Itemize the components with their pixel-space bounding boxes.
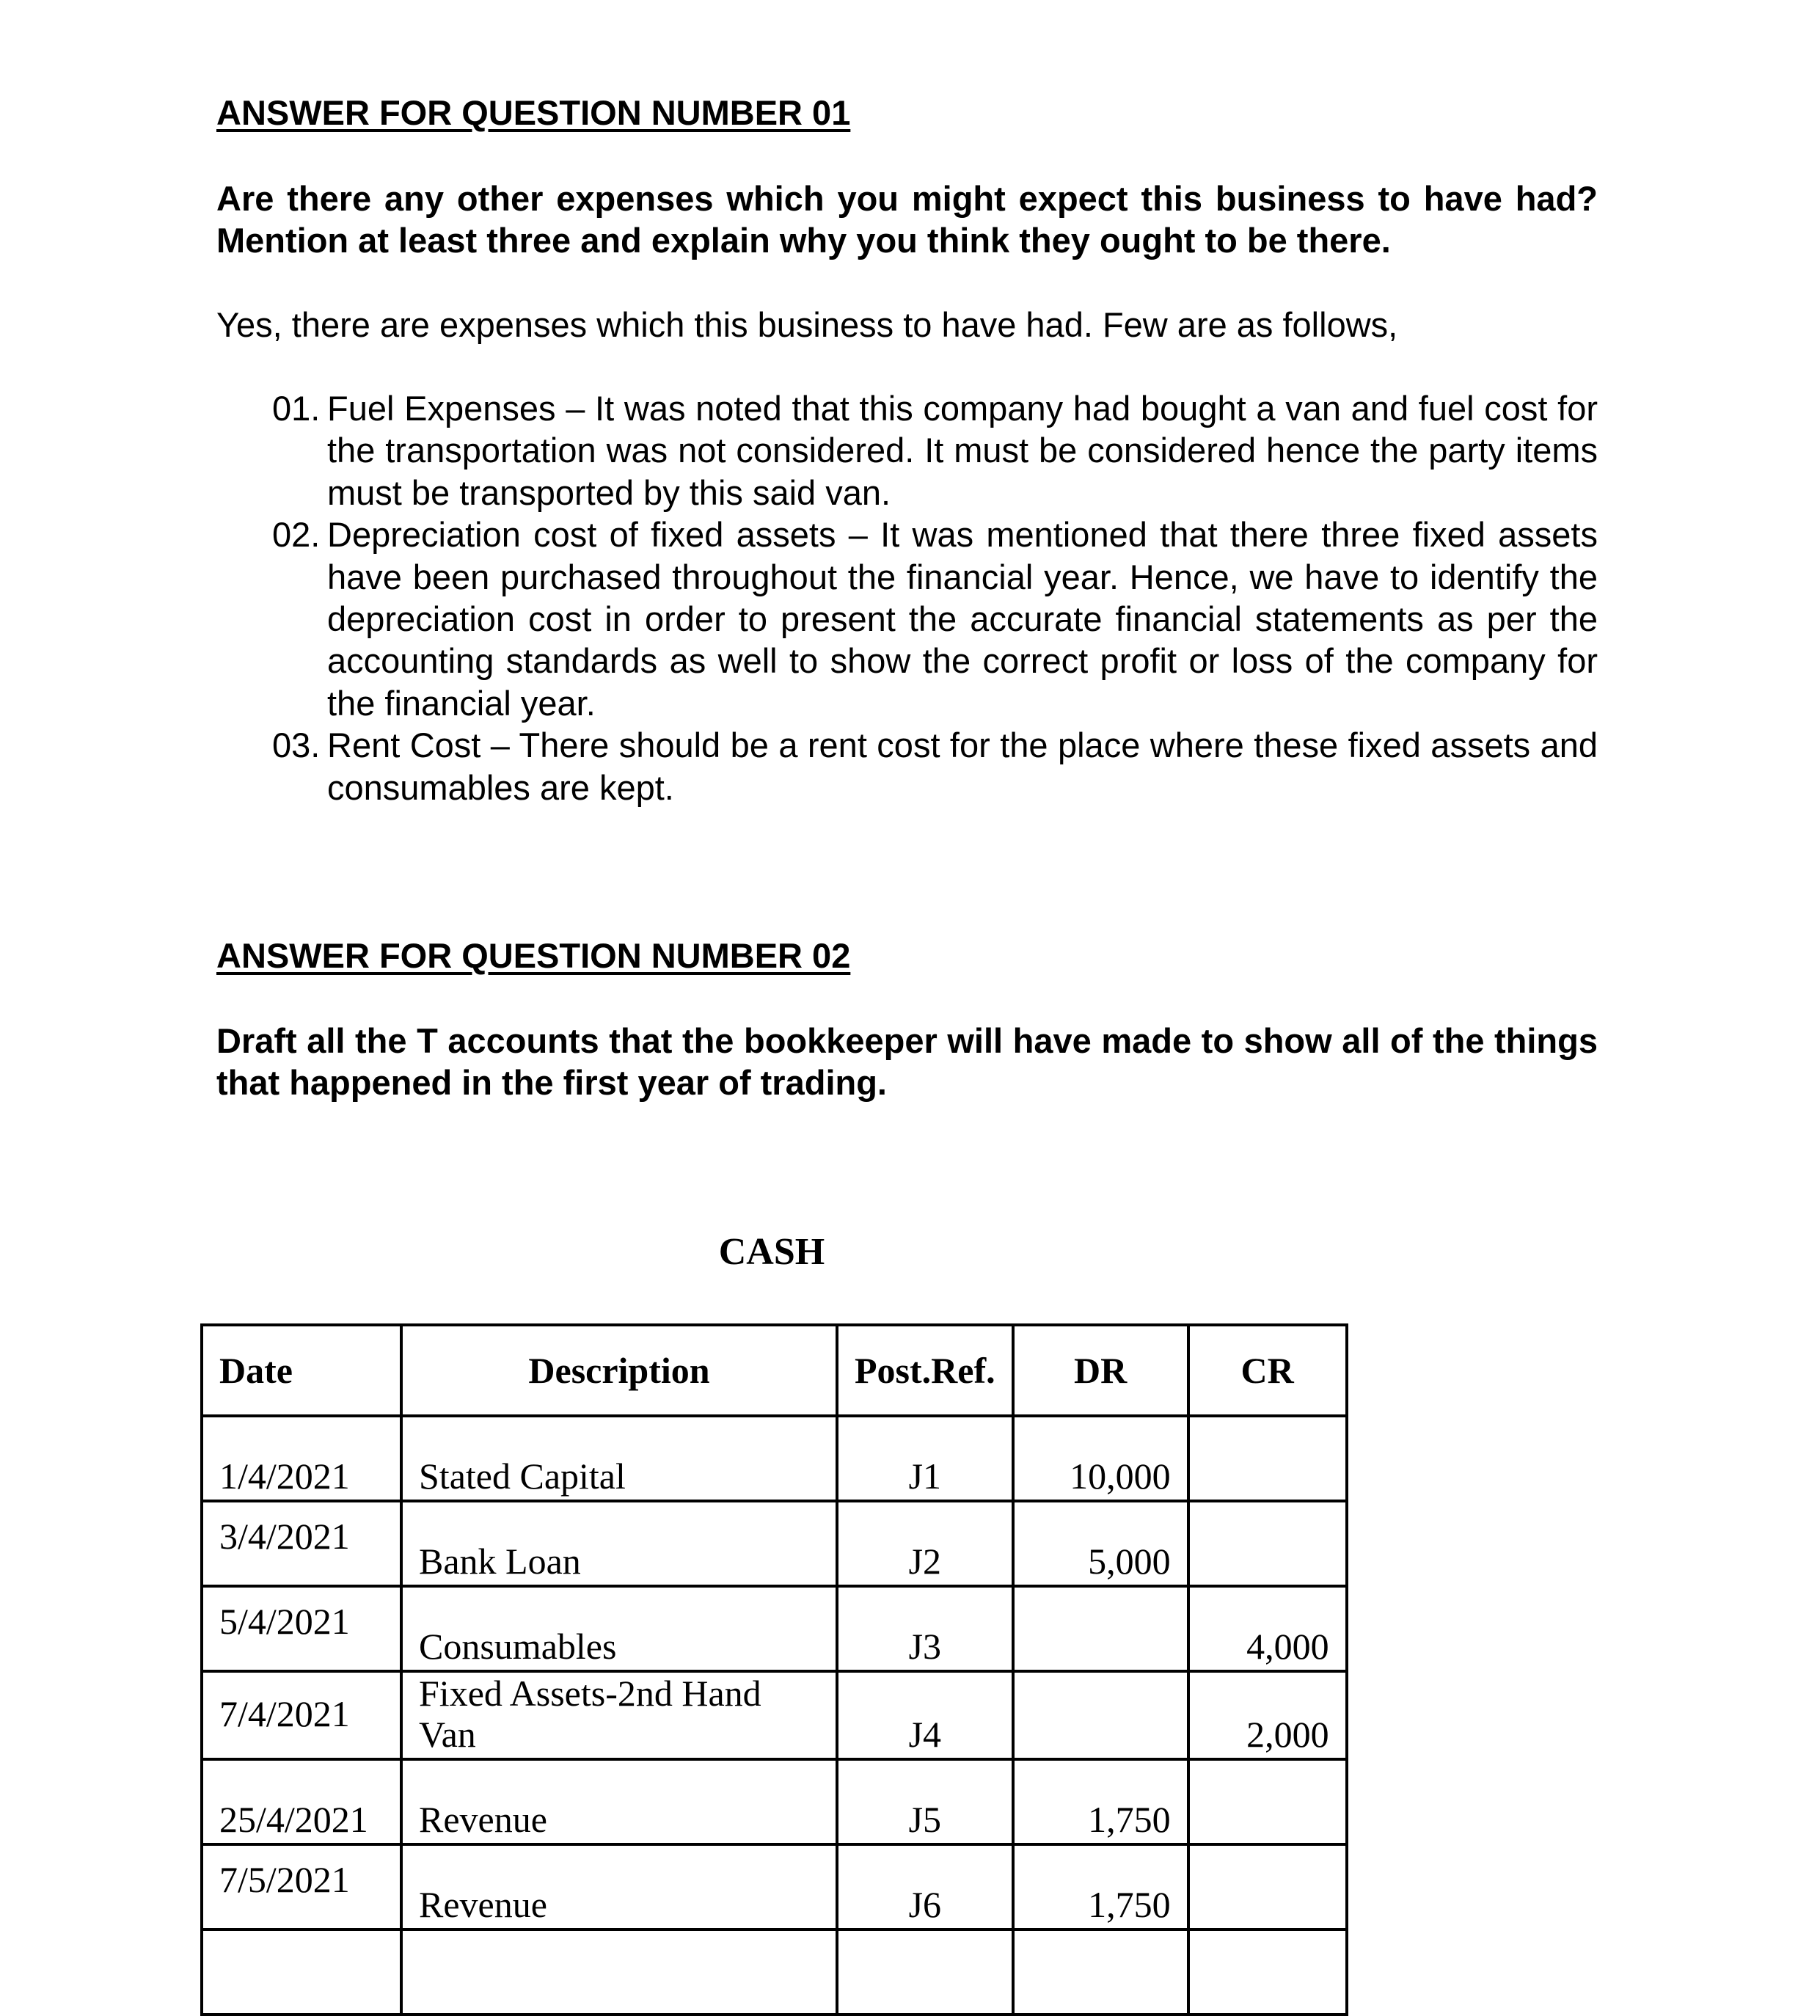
description-cell: Revenue xyxy=(401,1844,837,1929)
item-number: 03. xyxy=(272,726,321,765)
q1-heading: ANSWER FOR QUESTION NUMBER 01 xyxy=(216,93,851,132)
dr-cell: 1,750 xyxy=(1013,1759,1188,1844)
expense-list xyxy=(272,387,1598,808)
date-cell: 7/5/2021 xyxy=(202,1844,401,1929)
dr-cell: 1,750 xyxy=(1013,1844,1188,1929)
date-cell: 1/4/2021 xyxy=(202,1416,401,1501)
post-ref-cell: J3 xyxy=(837,1586,1013,1671)
description-cell: Consumables xyxy=(401,1586,837,1671)
cr-cell xyxy=(1188,1759,1347,1844)
table-row xyxy=(202,1844,1347,1929)
table-row xyxy=(202,1671,1347,1759)
date-cell: 25/4/2021 xyxy=(202,1759,401,1844)
post-ref-cell: J2 xyxy=(837,1501,1013,1586)
dr-cell xyxy=(1013,1929,1188,2015)
q1-question: Are there any other expenses which you might expect this business to have had? Mention at least three and explain why you think they ought to be there. xyxy=(216,179,1598,260)
cr-cell xyxy=(1188,1929,1347,2015)
dr-cell xyxy=(1013,1586,1188,1671)
table-row xyxy=(202,1586,1347,1671)
table-row xyxy=(202,1501,1347,1586)
cr-cell: 4,000 xyxy=(1188,1586,1347,1671)
header-dr: DR xyxy=(1013,1325,1188,1416)
item-number: 01. xyxy=(272,389,321,428)
item-text: Fuel Expenses – It was noted that this company had bought a van and fuel cost for the transportation was not considered. It must be considered hence the party items must be transported by this said van. xyxy=(327,389,1598,512)
table-header-row xyxy=(202,1325,1347,1416)
post-ref-cell: J5 xyxy=(837,1759,1013,1844)
table-row xyxy=(202,1759,1347,1844)
header-cr: CR xyxy=(1188,1325,1347,1416)
table-row xyxy=(202,1416,1347,1501)
description-cell xyxy=(401,1929,837,2015)
post-ref-cell: J4 xyxy=(837,1671,1013,1759)
description-cell: Bank Loan xyxy=(401,1501,837,1586)
description-cell: Revenue xyxy=(401,1759,837,1844)
header-post-ref: Post.Ref. xyxy=(837,1325,1013,1416)
date-cell: 7/4/2021 xyxy=(202,1671,401,1759)
post-ref-cell: J6 xyxy=(837,1844,1013,1929)
date-cell xyxy=(202,1929,401,2015)
description-cell: Fixed Assets-2nd Hand Van xyxy=(401,1671,837,1759)
cash-t-account-table xyxy=(200,1323,1348,2016)
description-cell: Stated Capital xyxy=(401,1416,837,1501)
header-description: Description xyxy=(401,1325,837,1416)
item-number: 02. xyxy=(272,515,321,555)
list-item xyxy=(272,514,1598,724)
list-item xyxy=(272,387,1598,514)
q2-heading: ANSWER FOR QUESTION NUMBER 02 xyxy=(216,936,851,975)
post-ref-cell xyxy=(837,1929,1013,2015)
q2-question: Draft all the T accounts that the bookkeeper will have made to show all of the things that happened in the first year of trading. xyxy=(216,1021,1598,1102)
cash-table-title: CASH xyxy=(718,1231,825,1273)
dr-cell: 5,000 xyxy=(1013,1501,1188,1586)
item-text: Rent Cost – There should be a rent cost for the place where these fixed assets and consumables are kept. xyxy=(327,726,1598,807)
cr-cell xyxy=(1188,1844,1347,1929)
item-text: Depreciation cost of fixed assets – It was mentioned that there three fixed assets have been purchased throughout the financial year. Hence, we have to identify the depreciation cost in order to present the accurate financial statements as per the accounting standards as well to show the correct profit or loss of the company for the financial year. xyxy=(327,515,1598,723)
cr-cell xyxy=(1188,1416,1347,1501)
cr-cell: 2,000 xyxy=(1188,1671,1347,1759)
header-date: Date xyxy=(202,1325,401,1416)
list-item xyxy=(272,724,1598,808)
cr-cell xyxy=(1188,1501,1347,1586)
table-row xyxy=(202,1929,1347,2015)
q1-intro: Yes, there are expenses which this business to have had. Few are as follows, xyxy=(216,305,1398,344)
dr-cell: 10,000 xyxy=(1013,1416,1188,1501)
post-ref-cell: J1 xyxy=(837,1416,1013,1501)
date-cell: 3/4/2021 xyxy=(202,1501,401,1586)
dr-cell xyxy=(1013,1671,1188,1759)
date-cell: 5/4/2021 xyxy=(202,1586,401,1671)
